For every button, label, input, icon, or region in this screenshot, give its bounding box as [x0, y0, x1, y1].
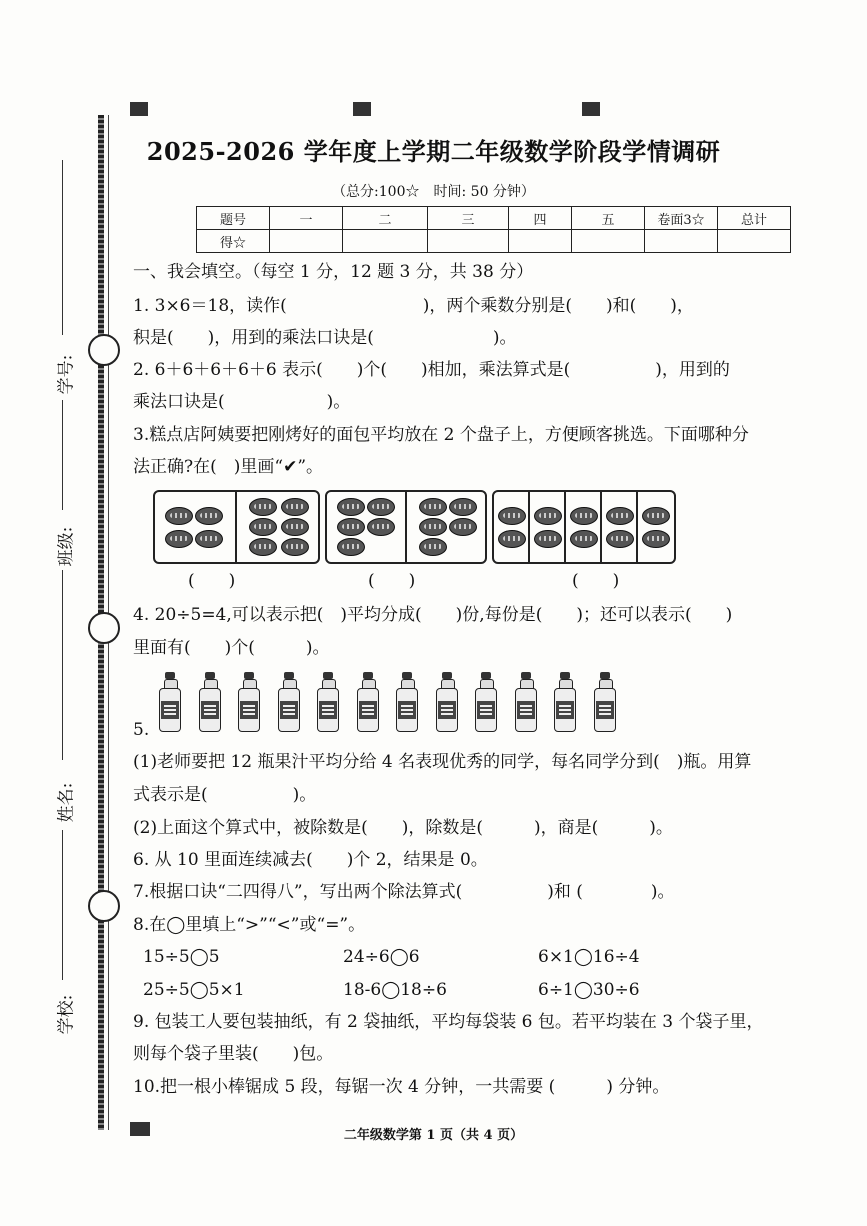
bread-icon: [534, 507, 562, 525]
compare-item: 6×1◯16÷4: [538, 947, 640, 967]
question-6: 6. 从 10 里面连续减去( )个 2，结果是 0。: [133, 850, 488, 870]
question-1-line-2: 积是( )，用到的乘法口诀是( )。: [133, 328, 517, 348]
answer-blank-option-3[interactable]: ( ): [572, 571, 620, 591]
question-1-line-1: 1. 3×6＝18，读作( )，两个乘数分别是( )和( )，: [133, 296, 694, 316]
binding-hole: [88, 334, 120, 366]
question-2-line-1: 2. 6＋6＋6＋6＋6 表示( )个( )相加，乘法算式是( )，用到的: [133, 360, 730, 380]
score-input-cell[interactable]: [572, 230, 645, 253]
score-input-cell[interactable]: [343, 230, 428, 253]
bread-icon: [165, 530, 193, 548]
answer-blank-option-1[interactable]: ( ): [188, 571, 236, 591]
juice-bottle-icon: [515, 672, 537, 732]
plate-divider: [564, 492, 566, 562]
bread-icon: [419, 538, 447, 556]
compare-item: 15÷5◯5: [143, 947, 220, 967]
juice-bottle-icon: [199, 672, 221, 732]
juice-bottle-icon: [317, 672, 339, 732]
plate-divider: [636, 492, 638, 562]
school-label: 学校:: [56, 994, 77, 1035]
score-input-cell[interactable]: [509, 230, 572, 253]
score-cell: 卷面3☆: [645, 207, 718, 230]
compare-item: 18-6◯18÷6: [343, 980, 447, 1000]
bread-icon: [281, 498, 309, 516]
plate-divider: [235, 492, 237, 562]
exam-info: （总分:100☆ 时间: 50 分钟）: [332, 184, 535, 200]
score-row-label: 得☆: [197, 230, 270, 253]
bread-icon: [281, 538, 309, 556]
score-cell: 题号: [197, 207, 270, 230]
bread-icon: [606, 507, 634, 525]
juice-bottle-icon: [357, 672, 379, 732]
page-footer: 二年级数学第 1 页（共 4 页）: [343, 1128, 524, 1143]
bread-icon: [249, 498, 277, 516]
question-5-1-line-1: (1)老师要把 12 瓶果汁平均分给 4 名表现优秀的同学，每名同学分到( )瓶。用算: [133, 752, 752, 772]
question-3-line-2: 法正确?在( )里画“✔”。: [133, 457, 324, 477]
question-9-line-1: 9. 包装工人要包装抽纸，有 2 袋抽纸，平均每袋装 6 包。若平均装在 3 个袋子里，: [133, 1012, 764, 1032]
score-input-cell[interactable]: [645, 230, 718, 253]
question-5-number: 5.: [133, 720, 150, 740]
juice-bottle-icon: [396, 672, 418, 732]
score-cell: 四: [509, 207, 572, 230]
juice-bottle-icon: [475, 672, 497, 732]
score-input-cell[interactable]: [270, 230, 343, 253]
plate-divider: [528, 492, 530, 562]
question-4-line-1: 4. 20÷5=4,可以表示把( )平均分成( )份,每份是( )；还可以表示( ): [133, 605, 733, 625]
bread-icon: [367, 518, 395, 536]
bread-icon: [419, 518, 447, 536]
question-2-line-2: 乘法口诀是( )。: [133, 392, 351, 412]
question-4-line-2: 里面有( )个( )。: [133, 638, 330, 658]
bread-icon: [165, 507, 193, 525]
bread-icon: [281, 518, 309, 536]
registration-mark: [130, 102, 148, 116]
bread-icon: [419, 498, 447, 516]
name-line: [62, 570, 63, 760]
class-label: 班级:: [56, 526, 77, 567]
bread-icon: [337, 498, 365, 516]
registration-mark: [353, 102, 371, 116]
bread-icon: [606, 530, 634, 548]
score-cell: 三: [428, 207, 509, 230]
plate-divider: [405, 492, 407, 562]
bread-icon: [249, 538, 277, 556]
page-title: 2025-2026 学年度上学期二年级数学阶段学情调研: [146, 137, 721, 166]
bread-icon: [498, 507, 526, 525]
score-cell: 五: [572, 207, 645, 230]
juice-bottle-icon: [594, 672, 616, 732]
bread-icon: [195, 507, 223, 525]
bread-option-1: [153, 490, 320, 564]
question-7: 7.根据口诀“二四得八”，写出两个除法算式( )和 ( )。: [133, 882, 675, 902]
bread-icon: [642, 507, 670, 525]
juice-bottle-icon: [554, 672, 576, 732]
compare-item: 25÷5◯5×1: [143, 980, 245, 1000]
question-3-line-1: 3.糕点店阿姨要把刚烤好的面包平均放在 2 个盘子上，方便顾客挑选。下面哪种分: [133, 425, 749, 445]
bread-option-2: [325, 490, 487, 564]
bread-icon: [570, 507, 598, 525]
binding-hole: [88, 890, 120, 922]
juice-bottle-icon: [278, 672, 300, 732]
juice-bottle-icon: [238, 672, 260, 732]
bread-icon: [449, 518, 477, 536]
score-input-cell[interactable]: [428, 230, 509, 253]
question-10: 10.把一根小棒锯成 5 段，每锯一次 4 分钟，一共需要 ( ) 分钟。: [133, 1077, 670, 1097]
bread-icon: [498, 530, 526, 548]
bread-icon: [249, 518, 277, 536]
score-cell: 一: [270, 207, 343, 230]
class-line: [62, 400, 63, 510]
question-5-2: (2)上面这个算式中，被除数是( )，除数是( )，商是( )。: [133, 818, 673, 838]
bread-icon: [367, 498, 395, 516]
bread-icon: [570, 530, 598, 548]
question-8: 8.在◯里填上“>”“<”或“=”。: [133, 915, 366, 935]
registration-mark: [582, 102, 600, 116]
juice-bottle-icon: [159, 672, 181, 732]
name-label: 姓名:: [56, 782, 77, 823]
bread-icon: [642, 530, 670, 548]
bread-icon: [195, 530, 223, 548]
score-table: [196, 206, 791, 253]
question-5-1-line-2: 式表示是( )。: [133, 785, 317, 805]
compare-item: 6÷1◯30÷6: [538, 980, 640, 1000]
score-input-cell[interactable]: [718, 230, 791, 253]
score-cell: 二: [343, 207, 428, 230]
answer-blank-option-2[interactable]: ( ): [368, 571, 416, 591]
bread-option-3: [492, 490, 676, 564]
question-9-line-2: 则每个袋子里装( )包。: [133, 1044, 334, 1064]
score-table-score-row: [197, 230, 791, 253]
bread-icon: [534, 530, 562, 548]
plate-divider: [600, 492, 602, 562]
bread-icon: [337, 538, 365, 556]
score-table-header-row: [197, 207, 791, 230]
section-heading: 一、我会填空。（每空 1 分，12 题 3 分，共 38 分）: [133, 262, 534, 282]
school-line: [62, 830, 63, 980]
compare-item: 24÷6◯6: [343, 947, 420, 967]
score-cell: 总计: [718, 207, 791, 230]
student-id-label: 学号:: [56, 354, 77, 395]
bread-icon: [337, 518, 365, 536]
juice-bottle-icon: [436, 672, 458, 732]
binding-hole: [88, 612, 120, 644]
bread-icon: [449, 498, 477, 516]
